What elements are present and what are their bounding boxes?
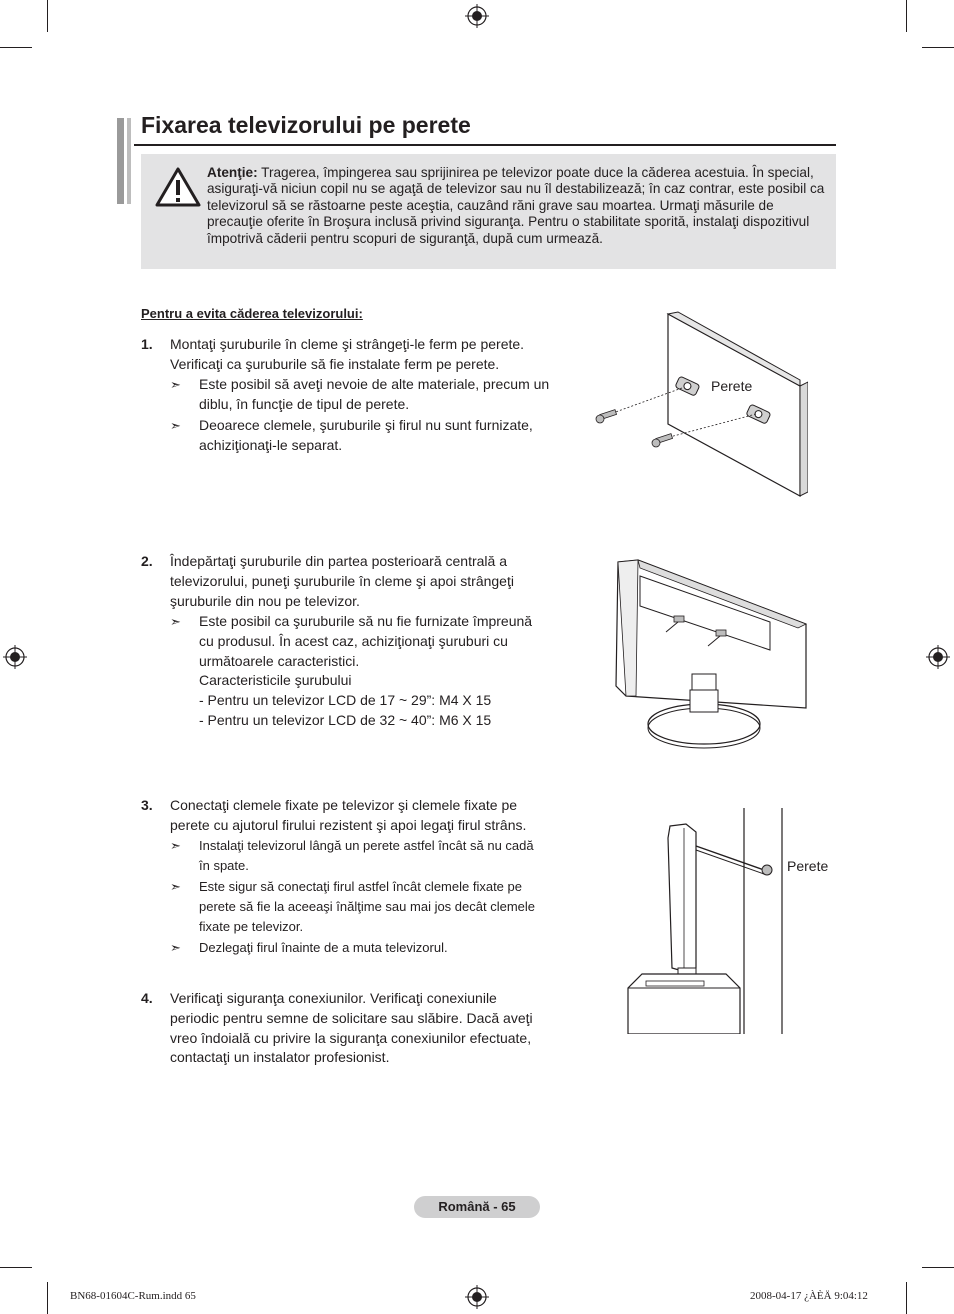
warning-body: Tragerea, împingerea sau sprijinirea pe televizor poate duce la căderea acestuia. În special, asiguraţi-vă niciun copil nu se agaţă de televizor sau nu îl destabilizează; în caz contrar, este posibil ca televizorul să se răstoarne peste aceştia, cauzând răni grave sau moartea. Urmaţi măsurile de precauţie oferite în Broşura inclusă privind siguranţa. Pentru o stabilitate sporită, instalaţi dispozitivul împotrivă căderii pentru scopuri de siguranţă, după cum urmează. xyxy=(207,165,825,246)
note-text xyxy=(199,416,533,456)
wall-clamp-illustration xyxy=(588,310,808,500)
note-text xyxy=(199,375,549,415)
crop-mark xyxy=(922,47,954,48)
step-line: televizorului, puneţi şuruburile în cleme şi apoi strângeţi xyxy=(170,572,514,589)
crop-mark xyxy=(906,1282,907,1314)
registration-mark-icon xyxy=(465,4,489,28)
note-line: - Pentru un televizor LCD de 32 ~ 40”: M6 X 15 xyxy=(199,711,492,728)
note-line: Caracteristicile şurubului xyxy=(199,672,352,689)
registration-mark-icon xyxy=(3,645,27,669)
warning-text xyxy=(207,165,829,247)
section-subheading: Pentru a evita căderea televizorului: xyxy=(141,306,363,321)
note-arrow-icon: ➣ xyxy=(170,879,181,894)
note-line: Este posibil să aveţi nevoie de alte materiale, precum un xyxy=(199,376,550,392)
step-line: Verificaţi ca şuruburile să fie instalate ferm pe perete. xyxy=(170,355,500,372)
step-line: şuruburile din nou pe televizor. xyxy=(170,592,360,609)
step-line: vreo îndoială cu privire la siguranţa conexiunilor efectuate, xyxy=(170,1029,532,1046)
note-line: diblu, în funcţie de tipul de perete. xyxy=(199,395,410,412)
screw-icon xyxy=(596,410,617,423)
note-text xyxy=(199,836,534,876)
page-title: Fixarea televizorului pe perete xyxy=(141,112,471,138)
note-text xyxy=(199,938,448,958)
crop-mark xyxy=(922,1267,954,1268)
warning-box xyxy=(141,154,836,269)
tv-back-illustration xyxy=(612,556,810,752)
step-number: 2. xyxy=(141,553,153,569)
registration-mark-icon xyxy=(465,1285,489,1309)
footer-file-info: BN68-01604C-Rum.indd 65 xyxy=(70,1290,196,1302)
wall-label: Perete xyxy=(787,858,829,874)
note-line: cu produsul. În acest caz, achiziţionaţi şuruburi cu xyxy=(199,632,508,649)
clamp-icon xyxy=(674,616,684,622)
note-line: Este posibil ca şuruburile să nu fie furnizate împreună xyxy=(199,613,533,629)
note-line: următoarele caracteristici. xyxy=(199,652,360,669)
clamp-icon xyxy=(716,630,726,636)
note-line: fixate pe televizor. xyxy=(199,918,304,934)
note-line: Instalaţi televizorul lângă un perete astfel încât să nu cadă xyxy=(199,838,534,853)
step-text xyxy=(170,335,580,375)
step-line: contactaţi un instalator profesionist. xyxy=(170,1049,390,1066)
step-text xyxy=(170,989,580,1068)
step-line: Verificaţi siguranţa conexiunilor. Verificaţi conexiunile xyxy=(170,990,497,1006)
crop-mark xyxy=(0,1267,32,1268)
crop-mark xyxy=(47,0,48,32)
step-line: Conectaţi clemele fixate pe televizor şi clemele fixate pe xyxy=(170,797,518,813)
note-line: Este sigur să conectaţi firul astfel încât clemele fixate pe xyxy=(199,879,522,894)
note-line: - Pentru un televizor LCD de 17 ~ 29”: M4 X 15 xyxy=(199,692,492,709)
note-arrow-icon: ➣ xyxy=(170,838,181,853)
wall-label: Perete xyxy=(711,378,753,394)
step-text xyxy=(170,552,580,611)
step-number: 4. xyxy=(141,990,153,1006)
note-line: achiziţionaţi-le separat. xyxy=(199,436,343,453)
note-line: Deoarece clemele, şuruburile şi firul nu sunt furnizate, xyxy=(199,417,533,433)
note-arrow-icon: ➣ xyxy=(170,614,181,629)
crop-mark xyxy=(906,0,907,32)
note-text xyxy=(199,877,535,936)
step-number: 3. xyxy=(141,797,153,813)
step-line: Îndepărtaţi şuruburile din partea posterioară centrală a xyxy=(170,553,507,569)
warning-triangle-icon xyxy=(155,167,201,207)
tv-side-tie-illustration xyxy=(624,808,792,1034)
step-number: 1. xyxy=(141,336,153,352)
step-line: perete cu ajutorul firului rezistent şi apoi legaţi firul strâns. xyxy=(170,816,527,833)
note-line: Dezlegaţi firul înainte de a muta televizorul. xyxy=(199,940,448,955)
screw-icon xyxy=(652,434,673,447)
step-line: Montaţi şuruburile în cleme şi strângeţi-le ferm pe perete. xyxy=(170,336,525,352)
warning-label: Atenţie: xyxy=(207,165,258,180)
title-rule xyxy=(134,144,836,146)
page-number-badge: Română - 65 xyxy=(414,1196,540,1218)
note-arrow-icon: ➣ xyxy=(170,377,181,392)
title-accent-bar xyxy=(127,118,131,204)
registration-mark-icon xyxy=(926,645,950,669)
note-line: în spate. xyxy=(199,857,249,873)
crop-mark xyxy=(47,1282,48,1314)
step-text xyxy=(170,796,580,836)
title-accent-bar xyxy=(117,118,124,204)
note-arrow-icon: ➣ xyxy=(170,418,181,433)
clamp-icon xyxy=(762,865,772,875)
note-line: perete să fie la aceeaşi înălţime sau mai jos decât clemele xyxy=(199,898,536,914)
step-line: periodic pentru semne de solicitare sau slăbire. Dacă aveţi xyxy=(170,1009,533,1026)
footer-timestamp: 2008-04-17 ¿ÀÈÄ 9:04:12 xyxy=(750,1290,868,1302)
note-arrow-icon: ➣ xyxy=(170,940,181,955)
note-text xyxy=(199,612,532,731)
crop-mark xyxy=(0,47,32,48)
